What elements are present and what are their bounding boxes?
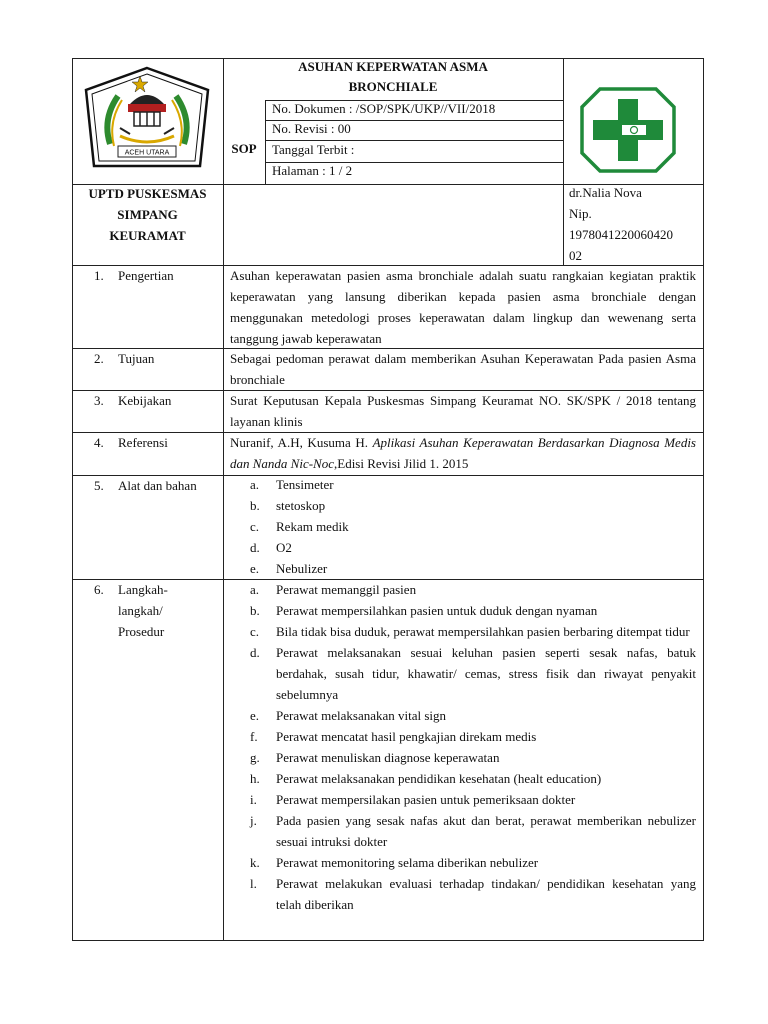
section-number: 6.: [94, 582, 104, 597]
signer-block: [569, 182, 673, 266]
document-number: No. Dokumen : /SOP/SPK/UKP//VII/2018: [272, 101, 496, 116]
list-marker: h.: [250, 771, 260, 786]
column-divider-left: [223, 58, 224, 941]
list-item: [250, 810, 696, 852]
list-item: [250, 705, 696, 726]
list-item-text: Pada pasien yang sesak nafas akut dan berat, perawat memberikan nebulizer sesuai intruksi dokter: [276, 813, 696, 849]
signer-name: dr.Nalia Nova: [569, 185, 642, 200]
list-item: [250, 516, 696, 537]
list-item-text: O2: [276, 540, 292, 555]
list-item: [250, 474, 696, 495]
list-marker: b.: [250, 498, 260, 513]
reference-title: Aplikasi Asuhan Keperawatan Berdasarkan Diagnosa Medis dan Nanda Nic-Noc: [230, 435, 696, 471]
reference-edition: ,Edisi Revisi Jilid 1. 2015: [334, 456, 469, 471]
list-item: [250, 768, 696, 789]
issued-date: Tanggal Terbit :: [272, 142, 355, 157]
section-langkah-label: [94, 579, 168, 642]
section-title-line-2: langkah/: [118, 603, 163, 618]
emblem-icon: [80, 64, 214, 176]
puskesmas-cross-icon: [580, 87, 676, 173]
procedure-list: [250, 579, 696, 915]
section-tujuan-label: [94, 348, 154, 369]
list-item: [250, 873, 696, 915]
sop-label: SOP: [231, 141, 257, 156]
list-marker: k.: [250, 855, 260, 870]
section-kebijakan-label: [94, 390, 171, 411]
list-item-text: Perawat mempersilahkan pasien untuk duduk dengan nyaman: [276, 603, 598, 618]
revision-number: No. Revisi : 00: [272, 121, 351, 136]
section-alat-label: [94, 475, 197, 496]
list-item-text: Bila tidak bisa duduk, perawat mempersilahkan pasien berbaring ditempat tidur: [276, 624, 690, 639]
equipment-list: [250, 474, 696, 579]
list-item: [250, 558, 696, 579]
document-title-line-2: BRONCHIALE: [348, 79, 438, 94]
section-number: 2.: [94, 351, 104, 366]
list-marker: j.: [250, 813, 257, 828]
organization-name: [72, 183, 223, 246]
list-marker: c.: [250, 519, 260, 534]
section-referensi-text: [230, 432, 696, 474]
list-item: [250, 579, 696, 600]
list-item-text: Perawat mencatat hasil pengkajian direkam medis: [276, 729, 537, 744]
section-number: 1.: [94, 268, 104, 283]
document-title-line-1: ASUHAN KEPERWATAN ASMA: [298, 59, 488, 74]
list-marker: i.: [250, 792, 257, 807]
section-title-line-1: Langkah-: [118, 582, 168, 597]
page-number: Halaman : 1 / 2: [272, 163, 353, 178]
list-item: [250, 537, 696, 558]
list-item-text: Perawat melaksanakan vital sign: [276, 708, 447, 723]
list-marker: f.: [250, 729, 258, 744]
section-title: Alat dan bahan: [118, 478, 197, 493]
section-referensi-label: [94, 432, 168, 453]
list-item: [250, 495, 696, 516]
list-marker: e.: [250, 561, 260, 576]
aceh-utara-emblem: [80, 64, 214, 176]
organization-line-3: KEURAMAT: [109, 228, 186, 243]
list-item-text: Tensimeter: [276, 477, 334, 492]
list-item: [250, 852, 696, 873]
list-marker: l.: [250, 876, 257, 891]
list-item: [250, 621, 696, 642]
signer-nip-label: Nip.: [569, 206, 592, 221]
section-pengertian-label: [94, 265, 174, 286]
list-item-text: Rekam medik: [276, 519, 349, 534]
list-item-text: Perawat menuliskan diagnose keperawatan: [276, 750, 500, 765]
section-number: 4.: [94, 435, 104, 450]
emblem-ribbon-text: ACEH UTARA: [124, 149, 170, 157]
list-item-text: stetoskop: [276, 498, 326, 513]
section-tujuan-text: Sebagai pedoman perawat dalam memberikan Asuhan Keperawatan Pada pasien Asma bronchiale: [230, 351, 696, 387]
section-number: 5.: [94, 478, 104, 493]
section-title: Pengertian: [118, 268, 174, 283]
list-marker: c.: [250, 624, 260, 639]
list-item: [250, 789, 696, 810]
sop-divider: [265, 100, 266, 184]
list-marker: a.: [250, 477, 260, 492]
section-number: 3.: [94, 393, 104, 408]
list-marker: d.: [250, 540, 260, 555]
organization-line-2: SIMPANG: [117, 207, 178, 222]
organization-line-1: UPTD PUSKESMAS: [88, 186, 207, 201]
list-marker: e.: [250, 708, 260, 723]
list-marker: a.: [250, 582, 260, 597]
list-item-text: Perawat melaksanakan sesuai keluhan pasien seperti sesak nafas, batuk berdahak, susah tidur, khawatir/ cemas, stress fisik dan riwayat penyakit sebelumnya: [276, 645, 696, 702]
section-pengertian-text: Asuhan keperawatan pasien asma bronchiale adalah suatu rangkaian kegiatan praktik keperawatan yang lansung diberikan kepada pasien asma bronchiale dengan menggunakan metedologi proses keperawatan dalam lingkup dan wewenang serta tanggung jawab keperawatan: [230, 268, 696, 346]
reference-authors: Nuranif, A.H, Kusuma H.: [230, 435, 373, 450]
list-marker: g.: [250, 750, 260, 765]
list-item: [250, 600, 696, 621]
section-title-line-3: Prosedur: [118, 624, 165, 639]
list-item-text: Perawat melaksanakan pendidikan kesehatan (healt education): [276, 771, 602, 786]
list-marker: b.: [250, 603, 260, 618]
section-title: Tujuan: [118, 351, 155, 366]
signer-nip: 1978041220060420: [569, 227, 673, 242]
section-title: Kebijakan: [118, 393, 172, 408]
list-item-text: Nebulizer: [276, 561, 328, 576]
list-item-text: Perawat memonitoring selama diberikan nebulizer: [276, 855, 539, 870]
list-item: [250, 642, 696, 705]
document-title: [223, 58, 563, 97]
section-kebijakan-text: Surat Keputusan Kepala Puskesmas Simpang Keuramat NO. SK/SPK / 2018 tentang layanan klinis: [230, 393, 696, 429]
signer-nip-continued: 02: [569, 248, 582, 263]
list-item-text: Perawat melakukan evaluasi terhadap tindakan/ pendidikan kesehatan yang telah diberikan: [276, 876, 696, 912]
puskesmas-logo: [580, 87, 676, 173]
list-marker: d.: [250, 645, 260, 660]
list-item-text: Perawat memanggil pasien: [276, 582, 417, 597]
section-title: Referensi: [118, 435, 168, 450]
list-item: [250, 747, 696, 768]
list-item-text: Perawat mempersilakan pasien untuk pemeriksaan dokter: [276, 792, 576, 807]
list-item: [250, 726, 696, 747]
column-divider-right: [563, 58, 564, 265]
